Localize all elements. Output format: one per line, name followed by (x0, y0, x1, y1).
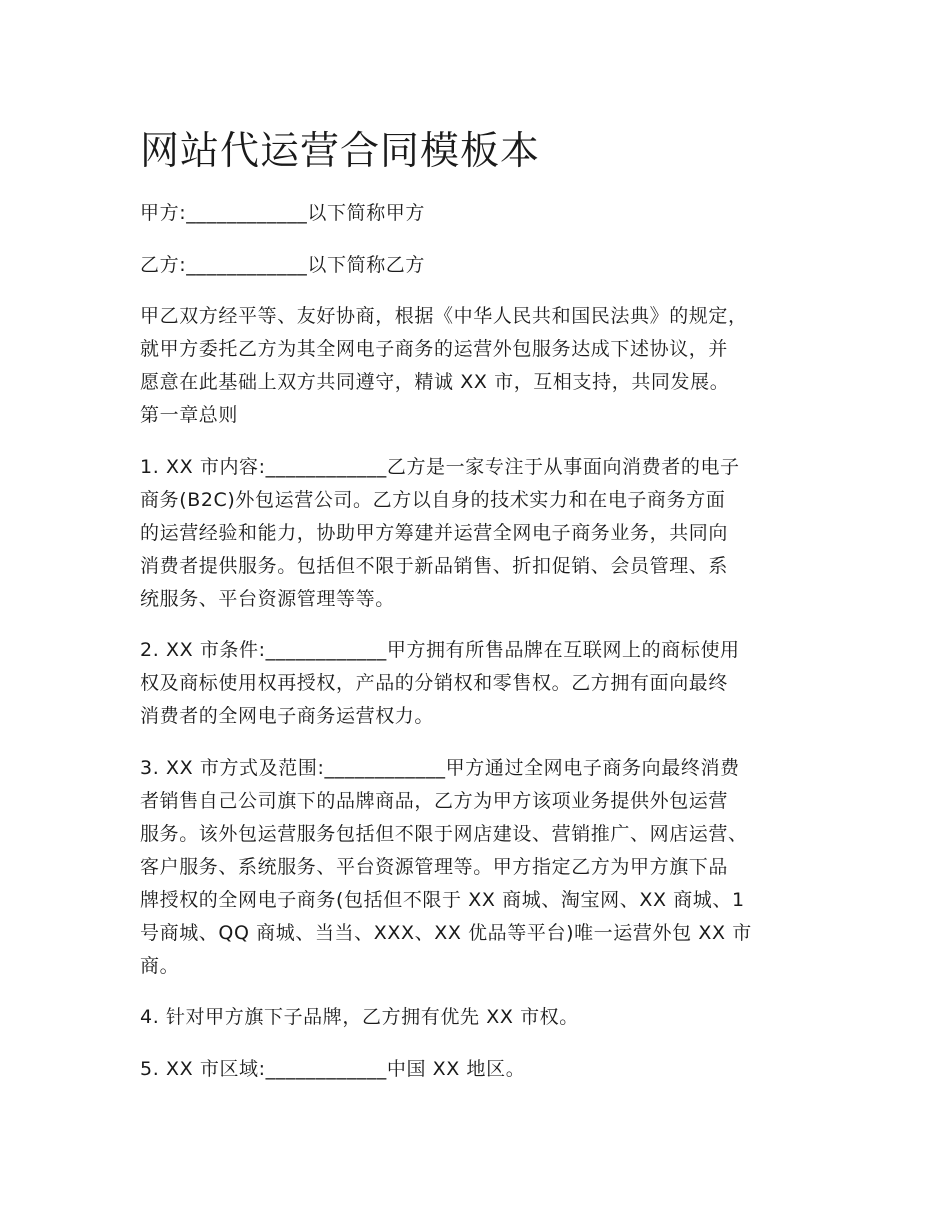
clause-line: 的运营经验和能力，协助甲方筹建并运营全网电子商务业务，共同向 (140, 522, 729, 544)
intro-line: 愿意在此基础上双方共同遵守，精诚 XX 市，互相支持，共同发展。 (140, 371, 730, 393)
clause-3 (140, 752, 820, 983)
chapter-heading: 第一章总则 (140, 404, 239, 426)
document-title: 网站代运营合同模板本 (140, 129, 541, 174)
clause-2 (140, 634, 820, 733)
clause-line: 客户服务、系统服务、平台资源管理等。甲方指定乙方为甲方旗下品 (140, 856, 729, 878)
clause-line: 者销售自己公司旗下的品牌商品，乙方为甲方该项业务提供外包运营 (140, 790, 729, 812)
clause-5 (140, 1053, 820, 1086)
intro-paragraph (140, 300, 820, 432)
party-a-line (140, 197, 820, 230)
clause-line: 统服务、平台资源管理等等。 (140, 588, 395, 610)
clause-line: 消费者提供服务。包括但不限于新品销售、折扣促销、会员管理、系 (140, 555, 729, 577)
intro-line: 甲乙双方经平等、友好协商，根据《中华人民共和国民法典》的规定， (140, 305, 748, 327)
clause-line: 1. XX 市内容:____________乙方是一家专注于从事面向消费者的电子 (140, 456, 740, 478)
clause-line: 服务。该外包运营服务包括但不限于网店建设、营销推广、网店运营、 (140, 823, 748, 845)
clause-line: 商。 (140, 955, 180, 977)
clause-line: 号商城、QQ 商城、当当、XXX、XX 优品等平台)唯一运营外包 XX 市 (140, 922, 752, 944)
party-a-text: 甲方:____________以下简称甲方 (140, 202, 426, 224)
clause-4 (140, 1001, 820, 1034)
clause-line: 商务(B2C)外包运营公司。乙方以自身的技术实力和在电子商务方面 (140, 489, 726, 511)
party-b-line (140, 249, 820, 282)
intro-line: 就甲方委托乙方为其全网电子商务的运营外包服务达成下述协议，并 (140, 338, 729, 360)
clause-line: 2. XX 市条件:____________甲方拥有所售品牌在互联网上的商标使用 (140, 639, 740, 661)
clause-1 (140, 451, 820, 616)
clause-line: 牌授权的全网电子商务(包括但不限于 XX 商城、淘宝网、XX 商城、1 (140, 889, 745, 911)
clause-line: 5. XX 市区域:____________中国 XX 地区。 (140, 1058, 526, 1080)
clause-line: 消费者的全网电子商务运营权力。 (140, 705, 435, 727)
party-b-text: 乙方:____________以下简称乙方 (140, 254, 426, 276)
clause-line: 4. 针对甲方旗下子品牌，乙方拥有优先 XX 市权。 (140, 1006, 579, 1028)
clause-line: 权及商标使用权再授权，产品的分销权和零售权。乙方拥有面向最终 (140, 672, 729, 694)
clause-line: 3. XX 市方式及范围:____________甲方通过全网电子商务向最终消费 (140, 757, 740, 779)
